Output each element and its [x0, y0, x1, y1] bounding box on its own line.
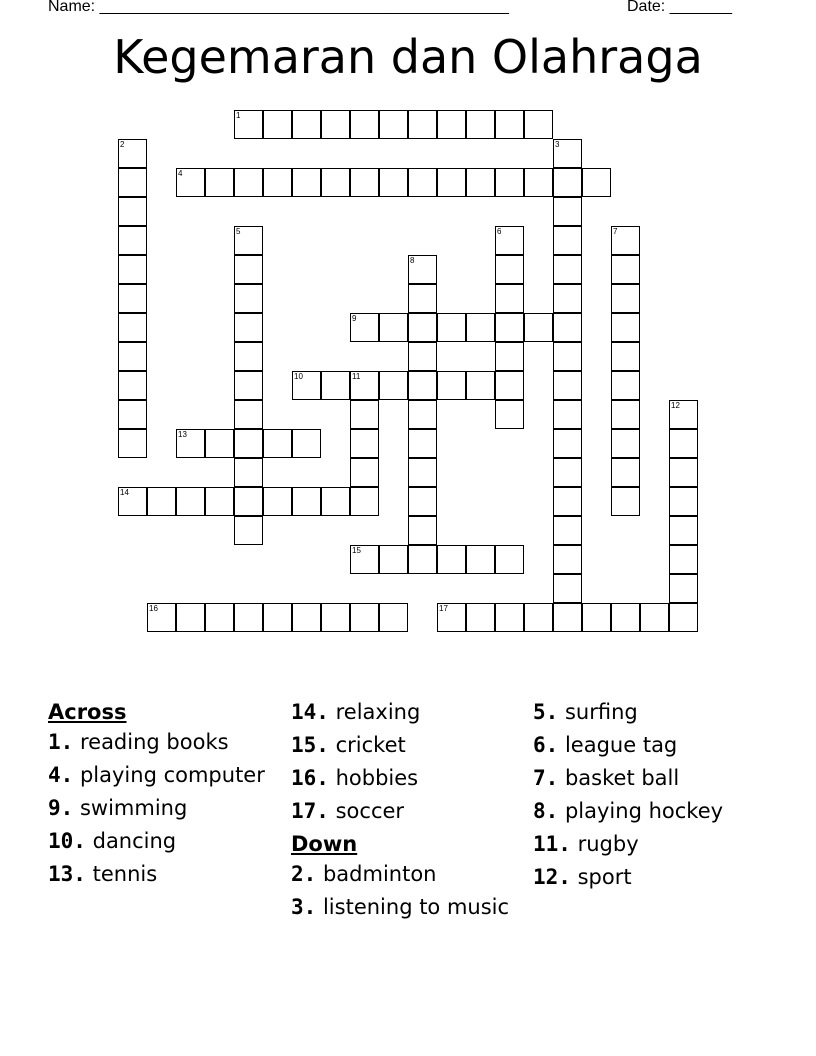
cell-number: 12	[671, 401, 680, 410]
grid-cell[interactable]	[350, 603, 379, 632]
grid-cell[interactable]	[118, 400, 147, 429]
grid-cell[interactable]	[118, 429, 147, 458]
grid-cell[interactable]	[669, 603, 698, 632]
grid-cell[interactable]	[234, 400, 263, 429]
grid-cell[interactable]	[263, 429, 292, 458]
grid-cell[interactable]	[147, 487, 176, 516]
grid-cell[interactable]	[669, 458, 698, 487]
clue-item: 4. playing computer	[48, 763, 265, 787]
date-field-label: Date: _______	[627, 0, 732, 15]
cell-number: 4	[178, 169, 183, 178]
grid-cell[interactable]	[292, 429, 321, 458]
grid-cell[interactable]	[350, 545, 379, 574]
grid-cell[interactable]	[321, 487, 350, 516]
grid-cell[interactable]	[379, 110, 408, 139]
grid-cell[interactable]	[495, 400, 524, 429]
grid-cell[interactable]	[524, 603, 553, 632]
grid-cell[interactable]	[379, 545, 408, 574]
grid-cell[interactable]	[437, 168, 466, 197]
grid-cell[interactable]	[582, 603, 611, 632]
grid-cell[interactable]	[234, 429, 263, 458]
grid-cell[interactable]	[321, 168, 350, 197]
grid-cell[interactable]	[437, 313, 466, 342]
grid-cell[interactable]	[408, 255, 437, 284]
grid-cell[interactable]	[524, 110, 553, 139]
grid-cell[interactable]	[553, 342, 582, 371]
grid-cell[interactable]	[611, 371, 640, 400]
grid-cell[interactable]	[118, 487, 147, 516]
clue-item: 11. rugby	[533, 832, 639, 856]
clue-item: 2. badminton	[291, 862, 437, 886]
grid-cell[interactable]	[118, 371, 147, 400]
grid-cell[interactable]	[321, 603, 350, 632]
grid-cell[interactable]	[611, 429, 640, 458]
grid-cell[interactable]	[234, 603, 263, 632]
grid-cell[interactable]	[611, 226, 640, 255]
grid-cell[interactable]	[553, 516, 582, 545]
grid-cell[interactable]	[611, 255, 640, 284]
grid-cell[interactable]	[495, 371, 524, 400]
clue-item: 1. reading books	[48, 730, 229, 754]
grid-cell[interactable]	[118, 255, 147, 284]
grid-cell[interactable]	[611, 342, 640, 371]
clue-item: 15. cricket	[291, 733, 406, 757]
grid-cell[interactable]	[118, 284, 147, 313]
grid-cell[interactable]	[495, 110, 524, 139]
grid-cell[interactable]	[350, 168, 379, 197]
clues-column-3	[533, 700, 783, 898]
grid-cell[interactable]	[147, 603, 176, 632]
grid-cell[interactable]	[495, 545, 524, 574]
grid-cell[interactable]	[408, 458, 437, 487]
grid-cell[interactable]	[408, 168, 437, 197]
grid-cell[interactable]	[263, 603, 292, 632]
grid-cell[interactable]	[379, 603, 408, 632]
grid-cell[interactable]	[553, 226, 582, 255]
clue-item: 6. league tag	[533, 733, 678, 757]
grid-cell[interactable]	[234, 458, 263, 487]
grid-cell[interactable]	[350, 110, 379, 139]
grid-cell[interactable]	[669, 545, 698, 574]
grid-cell[interactable]	[437, 545, 466, 574]
grid-cell[interactable]	[176, 429, 205, 458]
grid-cell[interactable]	[669, 487, 698, 516]
grid-cell[interactable]	[263, 110, 292, 139]
clue-item: 16. hobbies	[291, 766, 419, 790]
grid-cell[interactable]	[292, 168, 321, 197]
grid-cell[interactable]	[379, 371, 408, 400]
clue-item: 9. swimming	[48, 796, 188, 820]
grid-cell[interactable]	[118, 168, 147, 197]
grid-cell[interactable]	[350, 400, 379, 429]
cell-number: 9	[352, 314, 357, 323]
clue-item: 17. soccer	[291, 799, 405, 823]
grid-cell[interactable]	[350, 458, 379, 487]
grid-cell[interactable]	[553, 603, 582, 632]
grid-cell[interactable]	[118, 226, 147, 255]
grid-cell[interactable]	[495, 255, 524, 284]
puzzle-title: Kegemaran dan Olahraga	[113, 30, 703, 84]
grid-cell[interactable]	[495, 226, 524, 255]
grid-cell[interactable]	[553, 255, 582, 284]
cell-number: 2	[120, 140, 125, 149]
grid-cell[interactable]	[553, 487, 582, 516]
grid-cell[interactable]	[176, 603, 205, 632]
grid-cell[interactable]	[408, 429, 437, 458]
grid-cell[interactable]	[350, 487, 379, 516]
grid-cell[interactable]	[669, 429, 698, 458]
across-heading: Across	[48, 700, 127, 724]
clue-item: 3. listening to music	[291, 895, 510, 919]
grid-cell[interactable]	[408, 487, 437, 516]
cell-number: 8	[410, 256, 415, 265]
grid-cell[interactable]	[234, 226, 263, 255]
grid-cell[interactable]	[495, 603, 524, 632]
grid-cell[interactable]	[205, 487, 234, 516]
grid-cell[interactable]	[379, 313, 408, 342]
grid-cell[interactable]	[669, 400, 698, 429]
grid-cell[interactable]	[640, 603, 669, 632]
grid-cell[interactable]	[553, 400, 582, 429]
grid-cell[interactable]	[379, 168, 408, 197]
grid-cell[interactable]	[553, 545, 582, 574]
grid-cell[interactable]	[321, 110, 350, 139]
cell-number: 13	[178, 430, 187, 439]
grid-cell[interactable]	[234, 487, 263, 516]
clues-column-1	[48, 700, 278, 895]
grid-cell[interactable]	[292, 487, 321, 516]
grid-cell[interactable]	[408, 342, 437, 371]
grid-cell[interactable]	[553, 371, 582, 400]
grid-cell[interactable]	[466, 313, 495, 342]
grid-cell[interactable]	[205, 429, 234, 458]
grid-cell[interactable]	[553, 139, 582, 168]
grid-cell[interactable]	[350, 371, 379, 400]
clue-item: 7. basket ball	[533, 766, 680, 790]
grid-cell[interactable]	[553, 284, 582, 313]
grid-cell[interactable]	[611, 400, 640, 429]
cell-number: 6	[497, 227, 502, 236]
grid-cell[interactable]	[350, 313, 379, 342]
cell-number: 5	[236, 227, 241, 236]
grid-cell[interactable]	[263, 168, 292, 197]
grid-cell[interactable]	[292, 371, 321, 400]
grid-cell[interactable]	[553, 313, 582, 342]
cell-number: 3	[555, 140, 560, 149]
grid-cell[interactable]	[466, 168, 495, 197]
grid-cell[interactable]	[234, 371, 263, 400]
down-heading: Down	[291, 832, 358, 856]
grid-cell[interactable]	[495, 313, 524, 342]
grid-cell[interactable]	[437, 110, 466, 139]
grid-cell[interactable]	[205, 168, 234, 197]
cell-number: 1	[236, 111, 241, 120]
cell-number: 10	[294, 372, 303, 381]
grid-cell[interactable]	[553, 168, 582, 197]
grid-cell[interactable]	[350, 429, 379, 458]
grid-cell[interactable]	[408, 284, 437, 313]
grid-cell[interactable]	[466, 603, 495, 632]
cell-number: 7	[613, 227, 618, 236]
grid-cell[interactable]	[292, 110, 321, 139]
grid-cell[interactable]	[234, 168, 263, 197]
grid-cell[interactable]	[118, 139, 147, 168]
grid-cell[interactable]	[118, 197, 147, 226]
grid-cell[interactable]	[263, 487, 292, 516]
cell-number: 16	[149, 604, 158, 613]
cell-number: 17	[439, 604, 448, 613]
grid-cell[interactable]	[408, 516, 437, 545]
grid-cell[interactable]	[234, 255, 263, 284]
grid-cell[interactable]	[553, 458, 582, 487]
grid-cell[interactable]	[292, 603, 321, 632]
clue-item: 13. tennis	[48, 862, 158, 886]
grid-cell[interactable]	[669, 574, 698, 603]
grid-cell[interactable]	[118, 342, 147, 371]
grid-cell[interactable]	[553, 429, 582, 458]
clue-item: 12. sport	[533, 865, 632, 889]
grid-cell[interactable]	[408, 400, 437, 429]
clue-item: 5. surfing	[533, 700, 638, 724]
grid-cell[interactable]	[611, 458, 640, 487]
grid-cell[interactable]	[408, 545, 437, 574]
cell-number: 11	[352, 372, 361, 381]
grid-cell[interactable]	[466, 110, 495, 139]
clues-column-2	[291, 700, 521, 928]
grid-cell[interactable]	[466, 371, 495, 400]
grid-cell[interactable]	[611, 313, 640, 342]
grid-cell[interactable]	[495, 168, 524, 197]
grid-cell[interactable]	[205, 603, 234, 632]
grid-cell[interactable]	[524, 313, 553, 342]
clue-item: 14. relaxing	[291, 700, 421, 724]
grid-cell[interactable]	[408, 110, 437, 139]
grid-cell[interactable]	[437, 371, 466, 400]
grid-cell[interactable]	[118, 313, 147, 342]
grid-cell[interactable]	[669, 516, 698, 545]
grid-cell[interactable]	[582, 168, 611, 197]
grid-cell[interactable]	[234, 516, 263, 545]
grid-cell[interactable]	[408, 371, 437, 400]
grid-cell[interactable]	[553, 197, 582, 226]
grid-cell[interactable]	[234, 313, 263, 342]
grid-cell[interactable]	[611, 487, 640, 516]
grid-cell[interactable]	[553, 574, 582, 603]
clue-item: 10. dancing	[48, 829, 177, 853]
grid-cell[interactable]	[321, 371, 350, 400]
grid-cell[interactable]	[495, 284, 524, 313]
grid-cell[interactable]	[437, 603, 466, 632]
cell-number: 15	[352, 546, 361, 555]
grid-cell[interactable]	[524, 168, 553, 197]
clue-item: 8. playing hockey	[533, 799, 724, 823]
grid-cell[interactable]	[408, 313, 437, 342]
grid-cell[interactable]	[176, 168, 205, 197]
grid-cell[interactable]	[611, 603, 640, 632]
name-field-label: Name: ______________________________________________	[48, 0, 509, 15]
cell-number: 14	[120, 488, 129, 497]
grid-cell[interactable]	[611, 284, 640, 313]
grid-cell[interactable]	[234, 284, 263, 313]
grid-cell[interactable]	[234, 342, 263, 371]
grid-cell[interactable]	[495, 342, 524, 371]
grid-cell[interactable]	[176, 487, 205, 516]
grid-cell[interactable]	[466, 545, 495, 574]
grid-cell[interactable]	[234, 110, 263, 139]
